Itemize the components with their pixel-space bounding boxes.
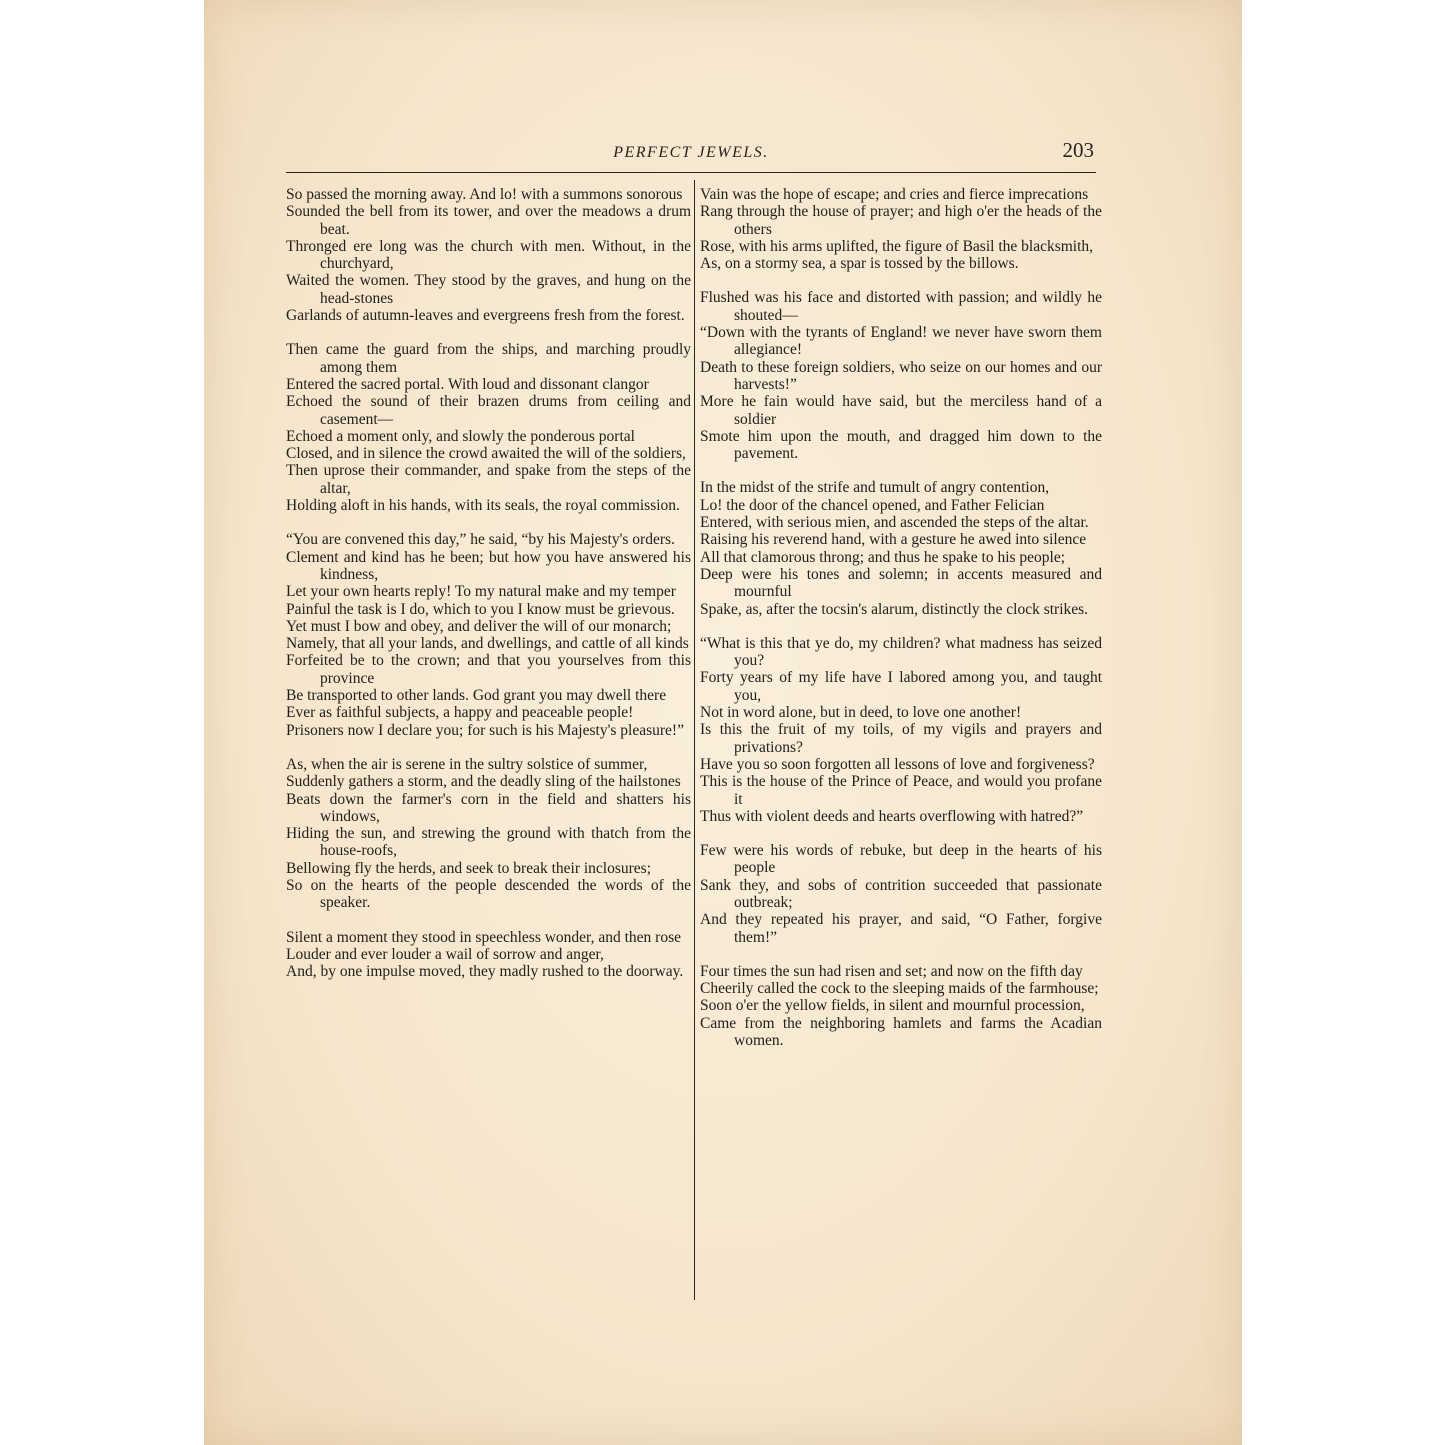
verse-line: Few were his words of rebuke, but deep in the hearts of his people	[700, 842, 1102, 877]
verse-line: Cheerily called the cock to the sleeping maids of the farmhouse;	[700, 980, 1099, 998]
verse-line: Entered the sacred portal. With loud and dissonant clangor	[286, 375, 649, 393]
stanza	[286, 341, 691, 514]
verse-line: Let your own hearts reply! To my natural make and my temper	[286, 583, 676, 601]
verse-line: So passed the morning away. And lo! with a summons sonorous	[286, 186, 683, 203]
page-header	[286, 138, 1096, 173]
verse-line: “What is this that ye do, my children? what madness has seized you?	[700, 634, 1102, 670]
verse-line: Silent a moment they stood in speechless wonder, and then rose	[286, 928, 681, 946]
verse-line: Bellowing fly the herds, and seek to break their inclosures;	[286, 859, 652, 877]
verse-line: And they repeated his prayer, and said, “O Father, forgive them!”	[700, 911, 1102, 946]
verse-line: Came from the neighboring hamlets and farms the Acadian women.	[700, 1014, 1102, 1050]
verse-line: Closed, and in silence the crowd awaited the will of the soldiers,	[286, 445, 686, 463]
verse-line: “You are convened this day,” he said, “by his Majesty's orders.	[286, 531, 675, 549]
stanza	[286, 531, 691, 739]
verse-line: Then came the guard from the ships, and marching proudly among them	[286, 341, 691, 376]
verse-line: Prisoners now I declare you; for such is his Majesty's pleasure!”	[286, 721, 684, 739]
verse-line: Beats down the farmer's corn in the field and shatters his windows,	[286, 790, 691, 825]
stanza	[700, 963, 1102, 1049]
verse-line: Echoed the sound of their brazen drums from ceiling and casement—	[286, 393, 691, 428]
verse-line: As, on a stormy sea, a spar is tossed by the billows.	[700, 255, 1019, 273]
verse-line: This is the house of the Prince of Peace, and would you profane it	[700, 773, 1102, 808]
verse-line: Is this the fruit of my toils, of my vigils and prayers and privations?	[700, 721, 1102, 756]
stanza	[700, 635, 1102, 825]
verse-line: Sank they, and sobs of contrition succeeded that passionate outbreak;	[700, 876, 1102, 911]
verse-line: Holding aloft in his hands, with its seals, the royal commission.	[286, 497, 680, 515]
verse-line: Deep were his tones and solemn; in accents measured and mournful	[700, 565, 1102, 601]
verse-line: Be transported to other lands. God grant you may dwell there	[286, 687, 667, 705]
verse-line: Raising his reverend hand, with a gesture he awed into silence	[700, 531, 1087, 549]
stanza	[700, 479, 1102, 617]
verse-line: Entered, with serious mien, and ascended the steps of the altar.	[700, 514, 1089, 532]
verse-line: And, by one impulse moved, they madly rushed to the doorway.	[286, 963, 684, 981]
verse-line: Suddenly gathers a storm, and the deadly sling of the hailstones	[286, 773, 681, 791]
verse-line: Ever as faithful subjects, a happy and peaceable people!	[286, 704, 634, 722]
verse-line: Thronged ere long was the church with men. Without, in the churchyard,	[286, 237, 691, 273]
verse-line: Lo! the door of the chancel opened, and Father Felician	[700, 496, 1045, 514]
verse-line: More he fain would have said, but the merciless hand of a soldier	[700, 393, 1102, 428]
verse-line: Spake, as, after the tocsin's alarum, distinctly the clock strikes.	[700, 600, 1089, 618]
verse-line: Four times the sun had risen and set; and now on the fifth day	[700, 962, 1083, 980]
verse-line: Sounded the bell from its tower, and over the meadows a drum beat.	[286, 203, 691, 238]
column-divider	[694, 180, 695, 1300]
verse-line: Namely, that all your lands, and dwellings, and cattle of all kinds	[286, 635, 689, 653]
verse-line: Smote him upon the mouth, and dragged him down to the pavement.	[700, 427, 1102, 463]
verse-line: In the midst of the strife and tumult of angry contention,	[700, 479, 1050, 497]
verse-line: Garlands of autumn-leaves and evergreens fresh from the forest.	[286, 307, 685, 325]
verse-line: Clement and kind has he been; but how you have answered his kindness,	[286, 548, 691, 583]
stanza	[700, 289, 1102, 462]
verse-line: Rang through the house of prayer; and high o'er the heads of the others	[700, 203, 1102, 238]
stanza	[286, 186, 691, 324]
verse-line: Forty years of my life have I labored among you, and taught you,	[700, 669, 1102, 704]
verse-line: Waited the women. They stood by the graves, and hung on the head-stones	[286, 272, 691, 307]
left-column	[286, 186, 691, 997]
right-column	[700, 186, 1102, 1066]
verse-line: Louder and ever louder a wail of sorrow and anger,	[286, 945, 604, 963]
verse-line: Have you so soon forgotten all lessons of love and forgiveness?	[700, 755, 1095, 773]
verse-line: Flushed was his face and distorted with passion; and wildly he shouted—	[700, 289, 1102, 324]
verse-line: Painful the task is I do, which to you I know must be grievous.	[286, 600, 675, 618]
running-title: PERFECT JEWELS.	[613, 144, 769, 161]
verse-line: Echoed a moment only, and slowly the ponderous portal	[286, 427, 635, 445]
stanza	[286, 929, 691, 981]
verse-line: Not in word alone, but in deed, to love one another!	[700, 704, 1022, 722]
stanza	[700, 186, 1102, 272]
verse-line: “Down with the tyrants of England! we never have sworn them allegiance!	[700, 324, 1102, 359]
verse-line: Forfeited be to the crown; and that you yourselves from this province	[286, 652, 691, 687]
page-number: 203	[1062, 138, 1094, 162]
verse-line: As, when the air is serene in the sultry solstice of summer,	[286, 755, 648, 773]
verse-line: Yet must I bow and obey, and deliver the will of our monarch;	[286, 617, 672, 635]
verse-line: All that clamorous throng; and thus he spake to his people;	[700, 548, 1066, 566]
verse-line: So on the hearts of the people descended the words of the speaker.	[286, 876, 691, 912]
verse-line: Rose, with his arms uplifted, the figure of Basil the blacksmith,	[700, 237, 1094, 255]
verse-line: Thus with violent deeds and hearts overflowing with hatred?”	[700, 807, 1084, 825]
verse-line: Vain was the hope of escape; and cries and fierce imprecations	[700, 186, 1089, 203]
stanza	[286, 756, 691, 912]
verse-line: Death to these foreign soldiers, who seize on our homes and our harvests!”	[700, 358, 1102, 393]
verse-line: Soon o'er the yellow fields, in silent and mournful procession,	[700, 997, 1085, 1015]
verse-line: Hiding the sun, and strewing the ground with thatch from the house-roofs,	[286, 825, 691, 860]
stanza	[700, 842, 1102, 946]
verse-line: Then uprose their commander, and spake from the steps of the altar,	[286, 462, 691, 497]
